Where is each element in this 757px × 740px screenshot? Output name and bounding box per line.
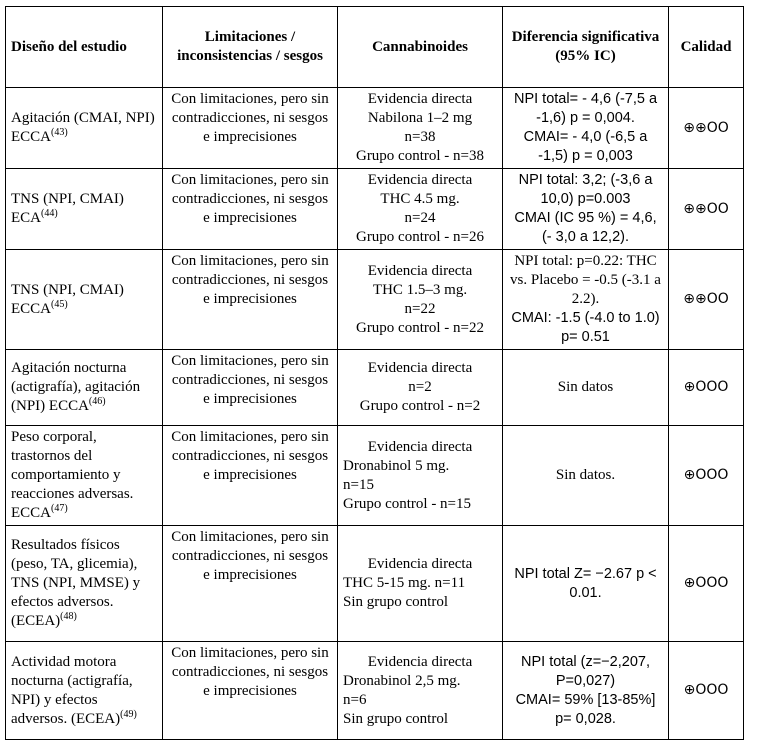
cannabinoids-line: Evidencia directa <box>367 262 473 279</box>
difference-cell <box>503 642 669 740</box>
cannabinoids-line: Grupo control - n=38 <box>355 148 485 164</box>
design-text: Resultados físicos (peso, TA, glicemia), TNS (NPI, MMSE) y efectos adversos. (ECEA) <box>11 537 141 629</box>
cannabinoids-line: Evidencia directa <box>367 653 473 670</box>
design-text: TNS (NPI, CMAI) ECA <box>11 191 124 226</box>
cannabinoids-line: Grupo control - n=2 <box>359 398 481 414</box>
difference-line: NPI total: 3,2; (-3,6 a 10,0) p=0.003 <box>518 172 653 207</box>
difference-line: CMAI= - 4,0 (-6,5 a -1,5) p = 0,003 <box>523 129 648 164</box>
design-text: Actividad motora nocturna (actigrafía, NPI) y efectos adversos. (ECEA) <box>11 653 133 727</box>
quality-rating: ⊕OOO <box>669 426 744 526</box>
cannabinoids-line: n=2 <box>408 379 432 395</box>
reference-number: (46) <box>88 396 106 407</box>
reference-number: (44) <box>41 208 58 219</box>
evidence-table <box>5 6 744 740</box>
limitations-cell: Con limitaciones, pero sin contradicciones, ni sesgos e imprecisiones <box>163 526 338 642</box>
table-row <box>6 642 744 740</box>
header-cannabinoids: Cannabinoides <box>338 7 503 88</box>
cannabinoids-line: THC 4.5 mg. <box>380 191 460 207</box>
cannabinoids-line: Evidencia directa <box>367 172 473 188</box>
reference-number: (47) <box>51 503 68 514</box>
design-cell <box>6 642 163 740</box>
header-quality: Calidad <box>669 7 744 88</box>
difference-line: Sin datos. <box>555 467 616 483</box>
design-cell <box>6 526 163 642</box>
cannabinoids-line: Evidencia directa <box>367 91 473 107</box>
cannabinoids-cell <box>338 426 503 526</box>
cannabinoids-line: Sin grupo control <box>343 710 448 727</box>
quality-rating: ⊕OOO <box>669 350 744 426</box>
header-row <box>6 7 744 88</box>
cannabinoids-line: n=24 <box>404 210 436 226</box>
cannabinoids-line: Dronabinol 5 mg. <box>343 457 450 474</box>
cannabinoids-line: Evidencia directa <box>367 360 473 376</box>
reference-number: (45) <box>51 298 68 310</box>
header-limitations: Limitaciones / inconsistencias / sesgos <box>163 7 338 88</box>
cannabinoids-cell <box>338 526 503 642</box>
limitations-cell: Con limitaciones, pero sin contradicciones, ni sesgos e imprecisiones <box>163 88 338 169</box>
cannabinoids-line: Sin grupo control <box>343 594 448 610</box>
difference-line: CMAI (IC 95 %) = 4,6, (- 3,0 a 12,2). <box>514 210 657 245</box>
table-row <box>6 88 744 169</box>
difference-cell <box>503 350 669 426</box>
quality-rating: ⊕⊕OO <box>669 169 744 250</box>
limitations-cell: Con limitaciones, pero sin contradicciones, ni sesgos e imprecisiones <box>163 250 338 350</box>
cannabinoids-cell <box>338 88 503 169</box>
quality-rating: ⊕⊕OO <box>669 88 744 169</box>
cannabinoids-cell <box>338 350 503 426</box>
cannabinoids-line: n=22 <box>404 300 436 317</box>
cannabinoids-line: Evidencia directa <box>367 438 473 455</box>
cannabinoids-line: THC 1.5–3 mg. <box>372 281 468 298</box>
difference-line: CMAI: -1.5 (-4.0 to 1.0) p= 0.51 <box>511 310 660 345</box>
design-cell <box>6 169 163 250</box>
design-cell <box>6 88 163 169</box>
cannabinoids-line: n=15 <box>343 476 374 493</box>
table-row <box>6 169 744 250</box>
cannabinoids-line: Grupo control - n=22 <box>355 319 485 336</box>
cannabinoids-line: Grupo control - n=26 <box>355 229 485 245</box>
cannabinoids-line: Dronabinol 2,5 mg. <box>343 672 461 689</box>
quality-rating: ⊕OOO <box>669 526 744 642</box>
difference-cell <box>503 426 669 526</box>
difference-cell <box>503 526 669 642</box>
cannabinoids-line: THC 5-15 mg. n=11 <box>343 575 466 591</box>
design-cell <box>6 426 163 526</box>
cannabinoids-cell <box>338 250 503 350</box>
cannabinoids-cell <box>338 169 503 250</box>
difference-line: Sin datos <box>557 379 614 395</box>
difference-line: NPI total Z= −2.67 p < 0.01. <box>514 565 657 601</box>
reference-number: (48) <box>60 611 77 622</box>
cannabinoids-line: Grupo control - n=15 <box>343 495 472 512</box>
cannabinoids-line: n=6 <box>343 691 367 708</box>
table-row <box>6 426 744 526</box>
design-text: Peso corporal, trastornos del comportamiento y reacciones adversas. ECCA <box>11 429 134 521</box>
limitations-cell: Con limitaciones, pero sin contradicciones, ni sesgos e imprecisiones <box>163 169 338 250</box>
cannabinoids-line: n=38 <box>404 129 436 145</box>
quality-rating: ⊕OOO <box>669 642 744 740</box>
difference-line: CMAI= 59% [13-85%] p= 0,028. <box>515 691 656 727</box>
design-text: TNS (NPI, CMAI) ECCA <box>11 281 124 317</box>
cannabinoids-line: Evidencia directa <box>367 556 473 572</box>
difference-cell <box>503 169 669 250</box>
difference-cell <box>503 250 669 350</box>
design-text: Agitación nocturna (actigrafía), agitación (NPI) ECCA <box>11 360 141 414</box>
quality-rating: ⊕⊕OO <box>669 250 744 350</box>
limitations-cell: Con limitaciones, pero sin contradicciones, ni sesgos e imprecisiones <box>163 642 338 740</box>
design-cell <box>6 350 163 426</box>
difference-line: NPI total (z=−2,207, P=0,027) <box>521 653 650 689</box>
limitations-cell: Con limitaciones, pero sin contradicciones, ni sesgos e imprecisiones <box>163 350 338 426</box>
header-difference: Diferencia significativa (95% IC) <box>503 7 669 88</box>
design-text: Agitación (CMAI, NPI) ECCA <box>11 110 155 145</box>
difference-line: NPI total: p=0.22: THC vs. Placebo = -0.5 (-3.1 a 2.2). <box>510 253 661 307</box>
limitations-cell: Con limitaciones, pero sin contradicciones, ni sesgos e imprecisiones <box>163 426 338 526</box>
reference-number: (49) <box>120 708 137 720</box>
reference-number: (43) <box>51 127 68 138</box>
difference-line: NPI total= - 4,6 (-7,5 a -1,6) p = 0,004. <box>513 91 658 126</box>
design-cell <box>6 250 163 350</box>
table-row <box>6 250 744 350</box>
cannabinoids-line: Nabilona 1–2 mg <box>367 110 473 126</box>
table-row <box>6 526 744 642</box>
difference-cell <box>503 88 669 169</box>
cannabinoids-cell <box>338 642 503 740</box>
table-row <box>6 350 744 426</box>
header-design: Diseño del estudio <box>6 7 163 88</box>
